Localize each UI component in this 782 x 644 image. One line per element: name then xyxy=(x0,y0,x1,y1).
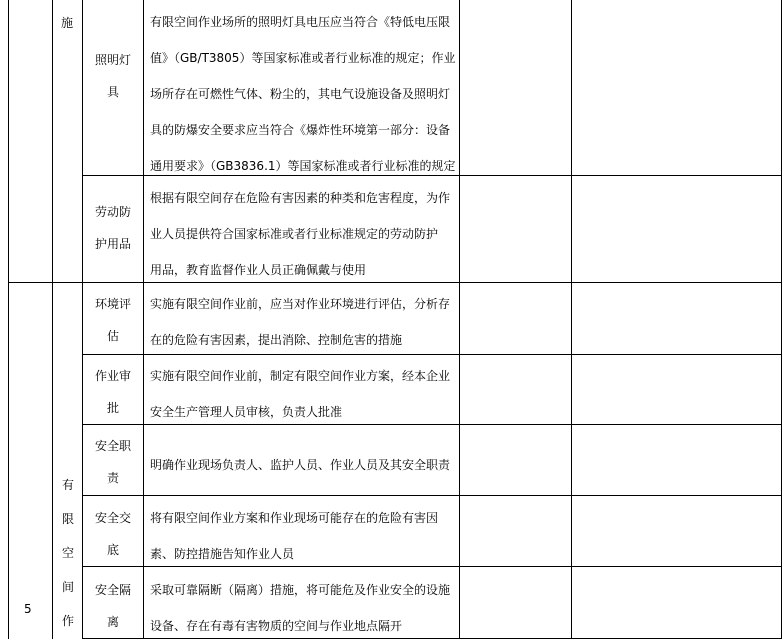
sub-item-label: 安全职责 xyxy=(94,439,131,485)
requirement-text: 采取可靠隔断（隔离）措施，将可能危及作业安全的设施 设备、存在有毒有害物质的空间与作业地点隔开 xyxy=(150,583,451,633)
grid-line xyxy=(459,0,460,639)
sub-item-label: 安全隔离 xyxy=(94,583,131,629)
grid-line xyxy=(82,0,83,639)
sub-item-label: 环境评估 xyxy=(94,297,131,343)
section-number: 5 xyxy=(24,602,32,616)
grid-line xyxy=(143,0,144,639)
grid-line xyxy=(82,495,782,496)
grid-line xyxy=(8,0,9,639)
sub-item-label: 照明灯具 xyxy=(94,53,131,99)
sub-item-label: 作业审批 xyxy=(94,369,131,415)
grid-line xyxy=(52,0,53,639)
category-label: 有限空间作 xyxy=(62,478,75,628)
requirement-text: 将有限空间作业方案和作业现场可能存在的危险有害因 素、防控措施告知作业人员 xyxy=(150,511,439,561)
requirement-text: 根据有限空间存在危险有害因素的种类和危害程度，为作 业人员提供符合国家标准或者行业标准规定的劳动防护 用品，教育监督作业人员正确佩戴与使用 xyxy=(150,191,451,277)
category-cell-bottom xyxy=(62,468,76,638)
sub-item-label: 安全交底 xyxy=(94,511,131,557)
requirement-text: 实施有限空间作业前，应当对作业环境进行评估，分析存 在的危险有害因素，提出消除、控制危害的措施 xyxy=(150,297,451,347)
requirement-text: 有限空间作业场所的照明灯具电压应当符合《特低电压限 值》（GB/T3805）等国家标准或者行业标准的规定；作业 场所存在可燃性气体、粉尘的，其电气设施设备及照明灯 具的防爆安全要求应当符合《爆炸性环境第一部分：设备 通用要求》（GB3836.1）等国家标准或者行业标准的规定 xyxy=(150,15,456,173)
category-cell-top: 施 xyxy=(61,16,74,30)
requirement-text: 实施有限空间作业前，制定有限空间作业方案，经本企业 安全生产管理人员审核，负责人批准 xyxy=(150,369,451,419)
grid-line xyxy=(571,0,572,639)
requirement-text: 明确作业现场负责人、监护人员、作业人员及其安全职责 xyxy=(150,458,451,472)
sub-item-label: 劳动防护用品 xyxy=(94,205,131,251)
